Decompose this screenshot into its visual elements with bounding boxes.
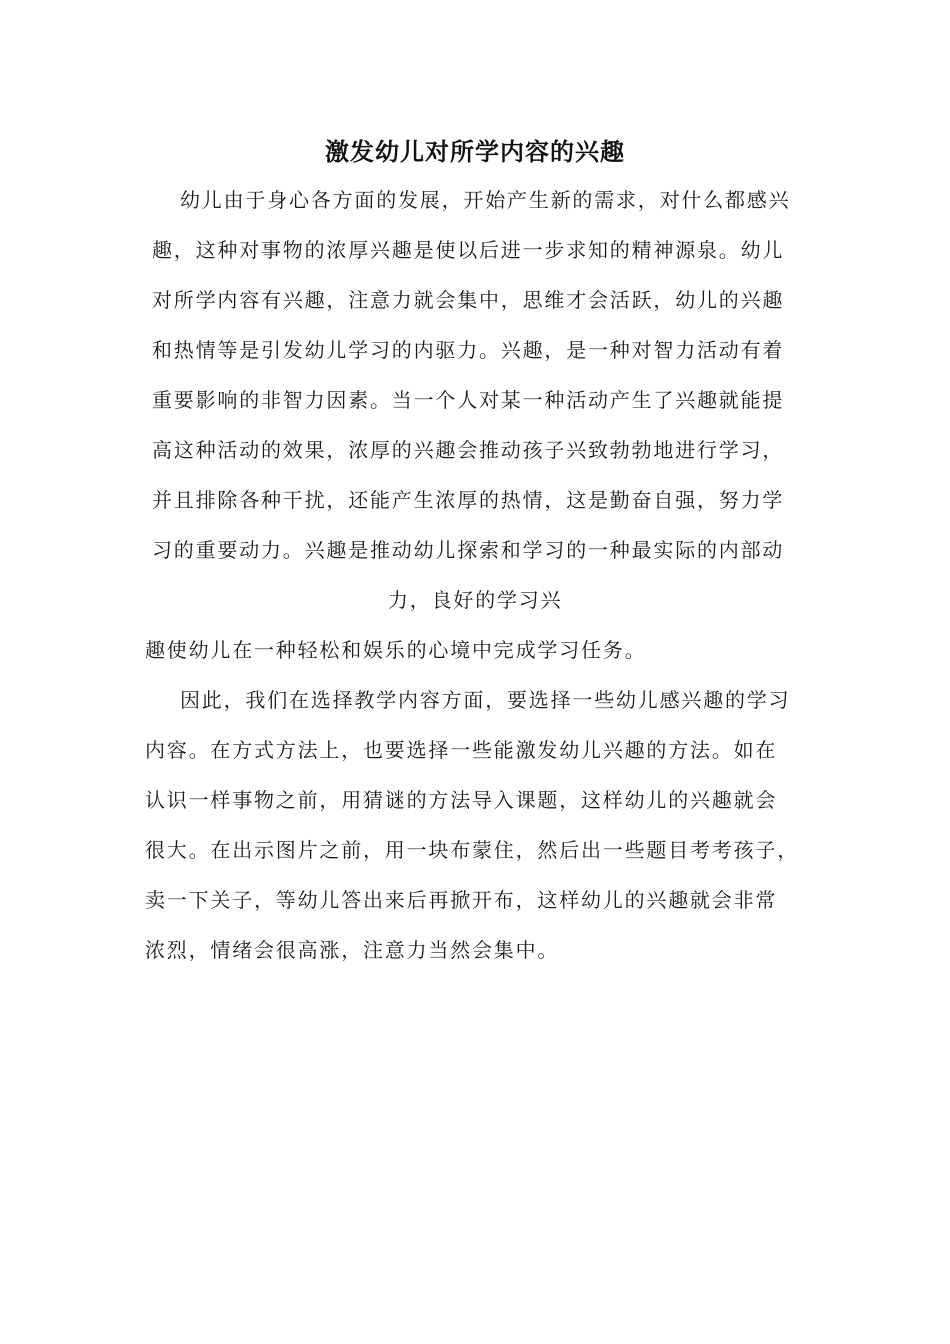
paragraph-1-line: 高这种活动的效果，浓厚的兴趣会推动孩子兴致勃勃地进行学习， — [152, 438, 785, 462]
paragraph-1-line: 并且排除各种干扰，还能产生浓厚的热情，这是勤奋自强，努力学 — [152, 488, 785, 512]
paragraph-1-line: 重要影响的非智力因素。当一个人对某一种活动产生了兴趣就能提 — [152, 388, 785, 412]
paragraph-2-line: 浓烈，情绪会很高涨，注意力当然会集中。 — [145, 938, 560, 962]
paragraph-2-line: 认识一样事物之前，用猜谜的方法导入课题，这样幼儿的兴趣就会 — [145, 788, 778, 812]
paragraph-1-line: 趣，这种对事物的浓厚兴趣是使以后进一步求知的精神源泉。幼儿 — [152, 238, 785, 262]
paragraph-1-line: 幼儿由于身心各方面的发展，开始产生新的需求，对什么都感兴 — [180, 188, 791, 212]
paragraph-1-line: 习的重要动力。兴趣是推动幼儿探索和学习的一种最实际的内部动 — [152, 538, 785, 562]
paragraph-1-line: 对所学内容有兴趣，注意力就会集中，思维才会活跃，幼儿的兴趣 — [152, 288, 785, 312]
document-title: 激发幼儿对所学内容的兴趣 — [325, 137, 625, 166]
paragraph-1-line: 趣使幼儿在一种轻松和娱乐的心境中完成学习任务。 — [145, 638, 647, 662]
paragraph-2-line: 卖一下关子，等幼儿答出来后再掀开布，这样幼儿的兴趣就会非常 — [145, 888, 778, 912]
paragraph-1-line: 和热情等是引发幼儿学习的内驱力。兴趣，是一种对智力活动有着 — [152, 338, 785, 362]
paragraph-2-line: 因此，我们在选择教学内容方面，要选择一些幼儿感兴趣的学习 — [180, 688, 791, 712]
paragraph-1-line: 力，良好的学习兴 — [388, 588, 563, 612]
paragraph-2-line: 内容。在方式方法上，也要选择一些能激发幼儿兴趣的方法。如在 — [145, 738, 778, 762]
paragraph-2-line: 很大。在出示图片之前，用一块布蒙住，然后出一些题目考考孩子， — [145, 838, 799, 862]
